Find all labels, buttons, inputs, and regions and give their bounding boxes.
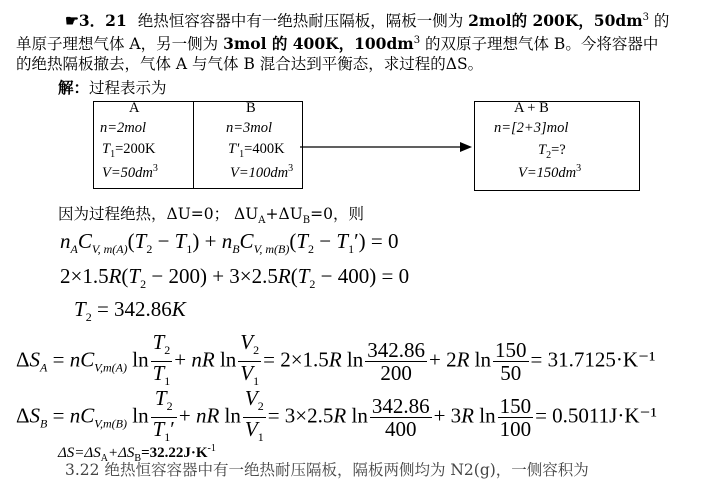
entropy-b-result: = 0.5011J·K⁻¹ [535, 403, 657, 428]
numeric-balance-equation: $2\times 1.5R(T_2 - 200) + 3\times 2.5R(T_2 - 400) = 0$ [60, 264, 410, 291]
mixture-title: A + B [514, 100, 549, 116]
solution-label: 解： [58, 78, 90, 97]
gas-a-volume: $V=50dm^3$ [102, 163, 158, 181]
entropy-a-result: = 31.7125·K⁻¹ [530, 347, 656, 372]
mixture-volume: $V=150dm^3$ [518, 163, 582, 181]
gas-a-title: A [129, 100, 140, 116]
solution-intro: 解：过程表示为 [58, 78, 167, 97]
gas-b-title: B [246, 100, 256, 116]
total-entropy-change: $\Delta S=\Delta S_A+\Delta S_B=32.22J\cdot K^{-1}$ [58, 443, 216, 464]
partition-wall [193, 101, 194, 189]
problem-line-2: 单原子理想气体 A，另一侧为 3mol 的 400K，$100dm^3$ 的双原子理想气体 B。今将容器中 [16, 34, 659, 54]
problem-line-1: ☛3．21 绝热恒容容器中有一绝热耐压隔板，隔板一侧为 2mol的 200K，$50dm^3$ 的 [65, 11, 670, 31]
final-temperature-result: $T_2 = 342.86K$ [74, 297, 186, 324]
entropy-change-a-equation: $\Delta S_A = nC_{V,m(A)}$ ln $\frac{T_2}{T_1}$ + nR ln $\frac{V_2}{V_1}$ = 2×1.5R ln $\frac{342.86}{200}$ + 2R ln $\frac{150}{50}$ = 31.7125·K⁻¹ [16, 330, 656, 388]
next-problem-cutoff: 3.22 绝热恒容容器中有一绝热耐压隔板，隔板两侧均为 N2(g)，一侧容积为 [65, 461, 589, 479]
gas-b-temperature: $T'_1=400K$ [228, 141, 285, 160]
energy-balance-equation: $n_AC_{V, m(A)}(T_2 - T_1) + n_BC_{V, m(B)}(T_2 - T_1') = 0$ [60, 229, 399, 256]
gas-b-volume: $V=100dm^3$ [230, 163, 294, 181]
gas-a-moles: n=2mol [100, 120, 147, 136]
problem-marker: ☛3．21 [65, 11, 127, 31]
gas-a-temperature: $T_1=200K$ [102, 141, 156, 160]
process-arrow [300, 140, 475, 154]
mixture-temperature: $T_2=$? [538, 142, 566, 161]
adiabatic-statement: 因为过程绝热，ΔU=0； $\Delta U_A+\Delta U_B=0$，则 [58, 205, 364, 227]
mixture-moles: n=[2+3]mol [494, 120, 569, 136]
problem-text: 绝热恒容容器中有一绝热耐压隔板，隔板一侧为 [137, 12, 469, 31]
entropy-change-b-equation: $\Delta S_B = nC_{V,m(B)}$ ln $\frac{T_2}{T_1'}$ + nR ln $\frac{V_2}{V_1}$ = 3×2.5R ln $\frac{342.86}{400}$ + 3R ln $\frac{150}{100}$ = 0.5011J·K⁻¹ [16, 386, 657, 444]
problem-line-3: 的绝热隔板撤去，气体 A 与气体 B 混合达到平衡态，求过程的ΔS。 [16, 55, 484, 73]
gas-b-moles: n=3mol [226, 120, 273, 136]
